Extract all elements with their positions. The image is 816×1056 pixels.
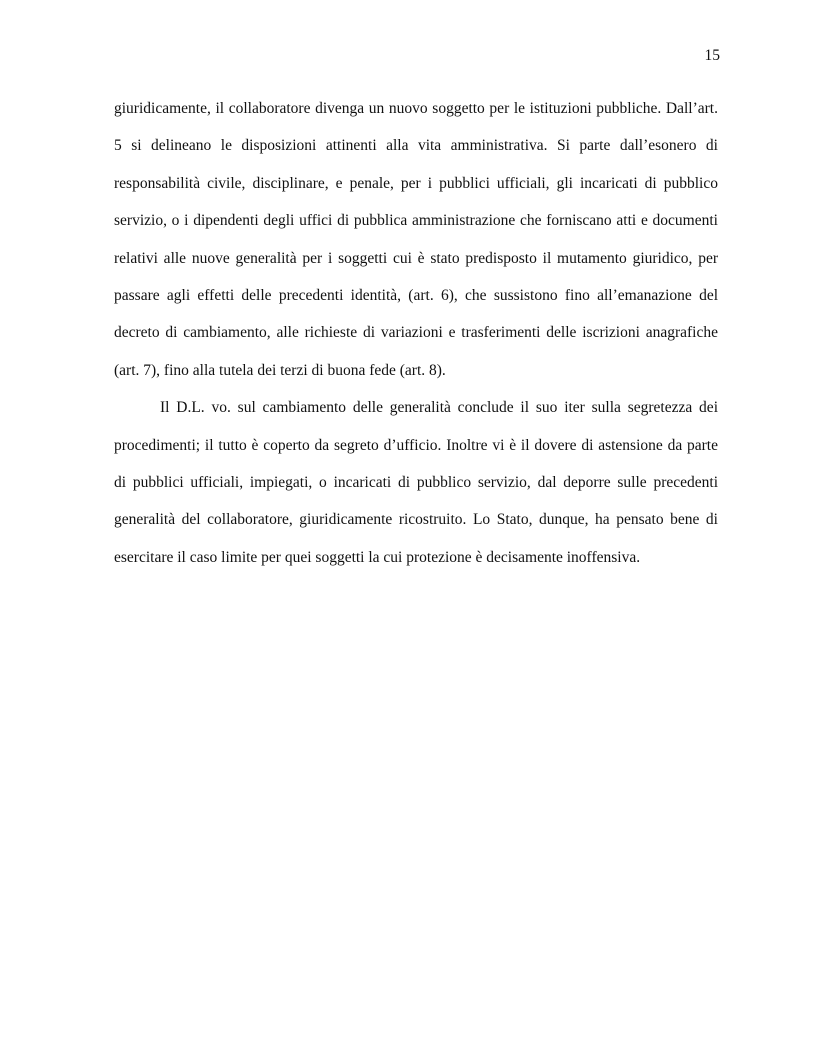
text-body (114, 90, 718, 576)
paragraph-continuation: giuridicamente, il collaboratore divenga un nuovo soggetto per le istituzioni pubbliche. Dall’art. 5 si delineano le disposizioni attinenti alla vita amministrativa. Si parte dall’esonero di responsabilità civile, disciplinare, e penale, per i pubblici ufficiali, gli incaricati di pubblico servizio, o i dipendenti degli uffici di pubblica amministrazione che forniscano atti e documenti relativi alle nuove generalità per i soggetti cui è stato predisposto il mutamento giuridico, per passare agli effetti delle precedenti identità, (art. 6), che sussistono fino all’emanazione del decreto di cambiamento, alle richieste di variazioni e trasferimenti delle iscrizioni anagrafiche (art. 7), fino alla tutela dei terzi di buona fede (art. 8). (114, 100, 718, 379)
paragraph-generalita: Il D.L. vo. sul cambiamento delle generalità conclude il suo iter sulla segretezza dei procedimenti; il tutto è coperto da segreto d’ufficio. Inoltre vi è il dovere di astensione da parte di pubblici ufficiali, impiegati, o incaricati di pubblico servizio, dal deporre sulle precedenti generalità del collaboratore, giuridicamente ricostruito. Lo Stato, dunque, ha pensato bene di esercitare il caso limite per quei soggetti la cui protezione è decisamente inoffensiva. (114, 399, 718, 566)
page-number: 15 (704, 47, 720, 64)
